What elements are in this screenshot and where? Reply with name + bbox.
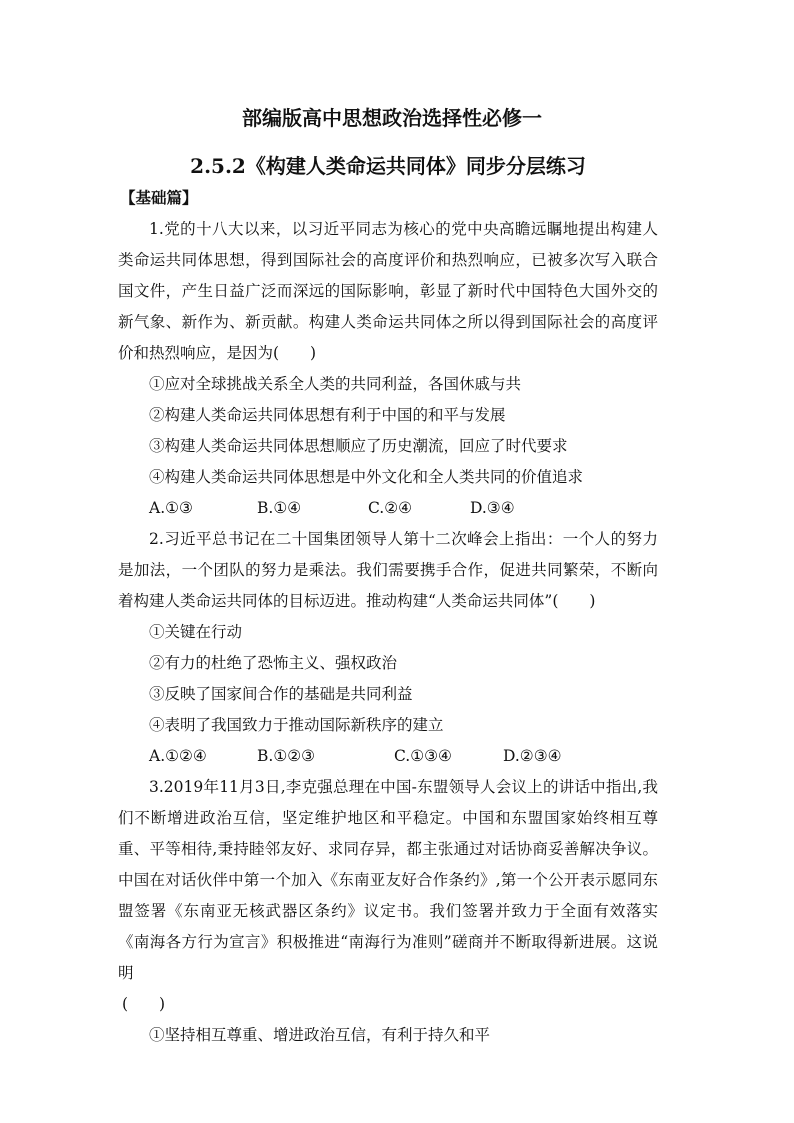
question-2-option: ③反映了国家间合作的基础是共同利益	[149, 685, 413, 703]
choice-b: B.①②③	[257, 747, 316, 765]
question-1-option: ①应对全球挑战关系全人类的共同利益，各国休戚与共	[149, 375, 522, 393]
question-2	[118, 524, 658, 772]
question-1-option: ③构建人类命运共同体思想顺应了历史潮流，回应了时代要求	[149, 437, 568, 455]
document-subtitle: 2.5.2《构建人类命运共同体》同步分层练习	[190, 154, 586, 178]
question-3-option: ①坚持相互尊重、增进政治互信，有利于持久和平	[149, 1026, 491, 1044]
question-2-option: ②有力的杜绝了恐怖主义、强权政治	[149, 654, 398, 672]
question-3-stem: 3.2019年11月3日,李克强总理在中国-东盟领导人会议上的讲话中指出,我们不断增进政治互信，坚定维护地区和平稳定。中国和东盟国家始终相互尊重、平等相待,秉持睦邻友好、求同存异，都主张通过对话协商妥善解决争议。中国在对话伙伴中第一个加入《东南亚友好合作条约》,第一个公开表示愿同东盟签署《东南亚无核武器区条约》议定书。我们签署并致力于全面有效落实《南海各方行为宣言》积极推进“南海行为准则”磋商并不断取得新进展。这说明	[118, 778, 658, 982]
choice-c: C.①③④	[394, 747, 452, 765]
question-3	[118, 772, 658, 1051]
document-title: 部编版高中思想政治选择性必修一	[242, 106, 542, 130]
question-1-option: ④构建人类命运共同体思想是中外文化和全人类共同的价值追求	[149, 468, 584, 486]
choice-c: C.②④	[368, 499, 413, 517]
question-2-option: ④表明了我国致力于推动国际新秩序的建立	[149, 716, 444, 734]
question-1-option: ②构建人类命运共同体思想有利于中国的和平与发展	[149, 406, 506, 424]
question-3-answer-bracket: ( )	[122, 995, 166, 1013]
question-2-choices	[118, 741, 658, 772]
section-label: 【基础篇】	[120, 188, 198, 207]
choice-a: A.①③	[149, 499, 193, 517]
choice-a: A.①②④	[149, 747, 207, 765]
question-1-stem: 1.党的十八大以来，以习近平同志为核心的党中央高瞻远瞩地提出构建人类命运共同体思想，得到国际社会的高度评价和热烈响应，已被多次写入联合国文件，产生日益广泛而深远的国际影响，彰显了新时代中国特色大国外交的新气象、新作为、新贡献。构建人类命运共同体之所以得到国际社会的高度评价和热烈响应，是因为( )	[118, 220, 658, 362]
question-2-stem: 2.习近平总书记在二十国集团领导人第十二次峰会上指出：一个人的努力是加法，一个团队的努力是乘法。我们需要携手合作，促进共同繁荣，不断向着构建人类命运共同体的目标迈进。推动构建“人类命运共同体”( )	[118, 530, 658, 610]
choice-b: B.①④	[257, 499, 302, 517]
question-1	[118, 214, 658, 524]
choice-d: D.③④	[470, 499, 515, 517]
choice-d: D.②③④	[503, 747, 562, 765]
question-2-option: ①关键在行动	[149, 623, 243, 641]
question-1-choices	[118, 493, 658, 524]
